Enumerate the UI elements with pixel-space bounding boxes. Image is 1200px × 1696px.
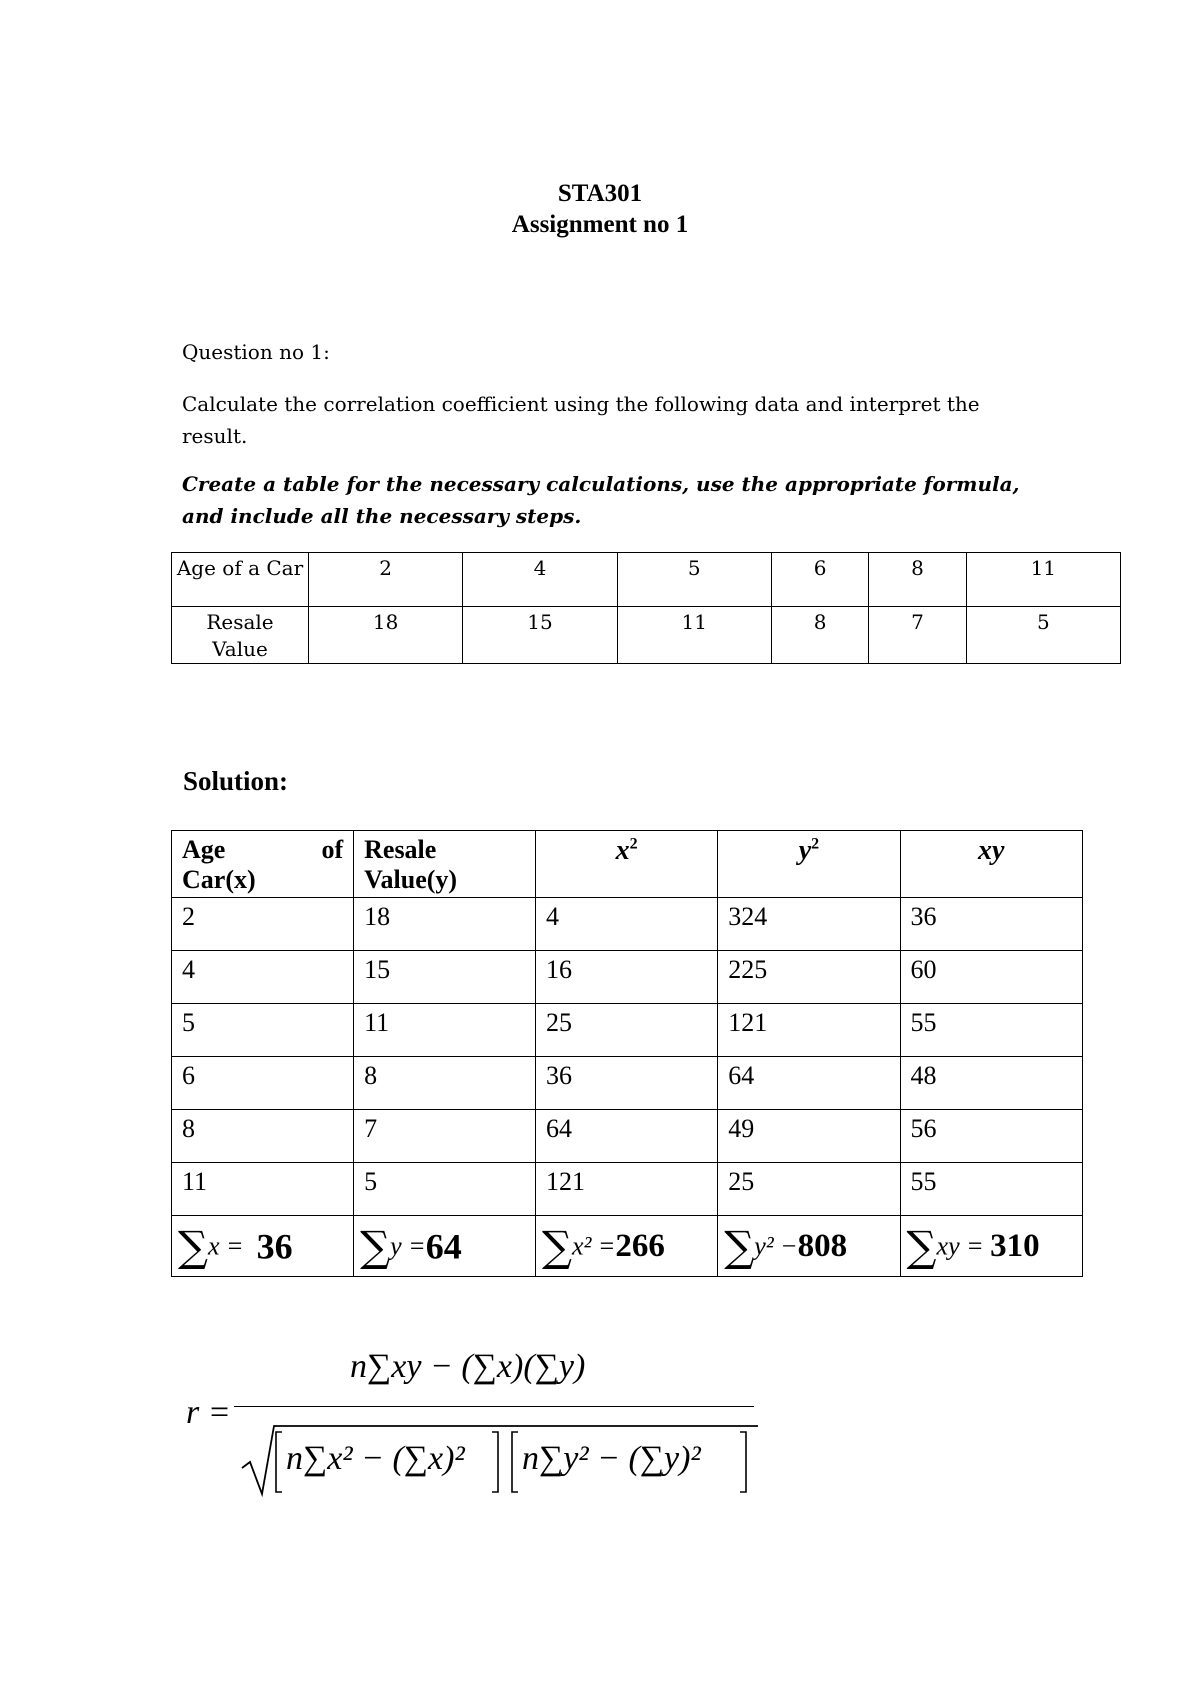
col-x2-header	[536, 831, 718, 898]
row-label-resale: Resale Value	[172, 607, 309, 664]
col-resale-value: Value(y)	[364, 865, 458, 894]
age-value: 6	[771, 553, 868, 607]
sigma-icon: ∑	[178, 1221, 208, 1271]
cell-y: 18	[354, 898, 536, 951]
solution-heading: Solution:	[183, 766, 289, 796]
correlation-formula	[186, 1348, 766, 1498]
sum-row	[172, 1216, 1083, 1277]
sigma-icon: ∑	[542, 1221, 573, 1271]
cell-x2: 36	[536, 1057, 718, 1110]
cell-x2: 25	[536, 1004, 718, 1057]
table-row	[172, 951, 1083, 1004]
data-row-resale	[172, 607, 1121, 664]
col-y2-header	[718, 831, 900, 898]
col-age-word: Age	[182, 835, 226, 864]
table-row	[172, 1163, 1083, 1216]
sum-y2-cell	[718, 1216, 900, 1277]
sigma-icon: ∑	[906, 1221, 937, 1271]
table-row	[172, 898, 1083, 951]
cell-x: 4	[172, 951, 354, 1004]
resale-value: 8	[771, 607, 868, 664]
table-row	[172, 1110, 1083, 1163]
course-code: STA301	[557, 180, 643, 207]
sum-y-cell	[354, 1216, 536, 1277]
age-value: 8	[869, 553, 966, 607]
x-exp: 2	[629, 835, 638, 853]
cell-xy: 56	[900, 1110, 1082, 1163]
y-exp: 2	[811, 835, 820, 853]
sum-x-label: x =	[207, 1231, 244, 1260]
cell-y: 5	[354, 1163, 536, 1216]
age-value: 4	[463, 553, 617, 607]
row-label-age: Age of a Car	[172, 553, 309, 607]
formula-lhs: r =	[186, 1394, 231, 1431]
cell-y: 15	[354, 951, 536, 1004]
cell-y2: 225	[718, 951, 900, 1004]
resale-value: 15	[463, 607, 617, 664]
cell-xy: 36	[900, 898, 1082, 951]
cell-x: 6	[172, 1057, 354, 1110]
fraction-bar	[234, 1406, 754, 1407]
col-age-of: of	[321, 835, 344, 864]
sum-y2-value: 808	[797, 1227, 848, 1264]
table-row	[172, 1004, 1083, 1057]
sum-xy-value: 310	[990, 1227, 1040, 1264]
col-age-car: Car(x)	[182, 865, 256, 894]
sum-xy-cell	[900, 1216, 1082, 1277]
age-value: 2	[309, 553, 463, 607]
col-resale-word: Resale	[364, 835, 437, 864]
sum-x-cell	[172, 1216, 354, 1277]
sum-xy-label: xy =	[936, 1231, 984, 1260]
cell-x: 11	[172, 1163, 354, 1216]
sum-x-value: 36	[256, 1226, 293, 1266]
cell-y2: 324	[718, 898, 900, 951]
cell-x2: 4	[536, 898, 718, 951]
sum-x2-label: x² =	[572, 1231, 616, 1260]
table-row	[172, 1057, 1083, 1110]
sigma-icon: ∑	[724, 1221, 755, 1271]
denominator-y-term: n∑y² − (∑y)²	[522, 1440, 701, 1477]
x-var: x	[615, 835, 630, 866]
cell-xy: 48	[900, 1057, 1082, 1110]
question-label: Question no 1:	[182, 340, 330, 364]
cell-y2: 25	[718, 1163, 900, 1216]
question-text: Calculate the correlation coefficient using the following data and interpret the result.	[182, 392, 980, 448]
cell-x: 2	[172, 898, 354, 951]
cell-x2: 16	[536, 951, 718, 1004]
sum-x2-value: 266	[615, 1227, 665, 1264]
col-xy-header: xy	[900, 831, 1082, 898]
question-instruction: Create a table for the necessary calculations, use the appropriate formula, and include all the necessary steps.	[182, 472, 1020, 528]
cell-y2: 49	[718, 1110, 900, 1163]
cell-y2: 64	[718, 1057, 900, 1110]
sum-y-label: y =	[390, 1231, 426, 1260]
resale-value: 5	[966, 607, 1120, 664]
cell-y: 8	[354, 1057, 536, 1110]
data-table	[171, 552, 1121, 664]
age-value: 11	[966, 553, 1120, 607]
calc-header-row	[172, 831, 1083, 898]
col-resale-header	[354, 831, 536, 898]
resale-value: 11	[617, 607, 771, 664]
cell-y2: 121	[718, 1004, 900, 1057]
cell-x2: 121	[536, 1163, 718, 1216]
assignment-title: Assignment no 1	[511, 211, 689, 238]
formula-numerator: n∑xy − (∑x)(∑y)	[350, 1348, 586, 1385]
sum-y-value: 64	[425, 1226, 462, 1266]
cell-x2: 64	[536, 1110, 718, 1163]
formula-denominator	[240, 1418, 760, 1498]
cell-xy: 55	[900, 1004, 1082, 1057]
cell-x: 8	[172, 1110, 354, 1163]
sum-y2-label: y² −	[754, 1231, 798, 1260]
sum-x2-cell	[536, 1216, 718, 1277]
data-row-age	[172, 553, 1121, 607]
cell-y: 11	[354, 1004, 536, 1057]
resale-value: 18	[309, 607, 463, 664]
calculation-table	[171, 830, 1083, 1277]
col-age-header	[172, 831, 354, 898]
sigma-icon: ∑	[360, 1221, 391, 1271]
y-var: y	[798, 835, 812, 866]
age-value: 5	[617, 553, 771, 607]
resale-value: 7	[869, 607, 966, 664]
cell-x: 5	[172, 1004, 354, 1057]
cell-xy: 60	[900, 951, 1082, 1004]
cell-xy: 55	[900, 1163, 1082, 1216]
denominator-x-term: n∑x² − (∑x)²	[286, 1440, 465, 1477]
cell-y: 7	[354, 1110, 536, 1163]
